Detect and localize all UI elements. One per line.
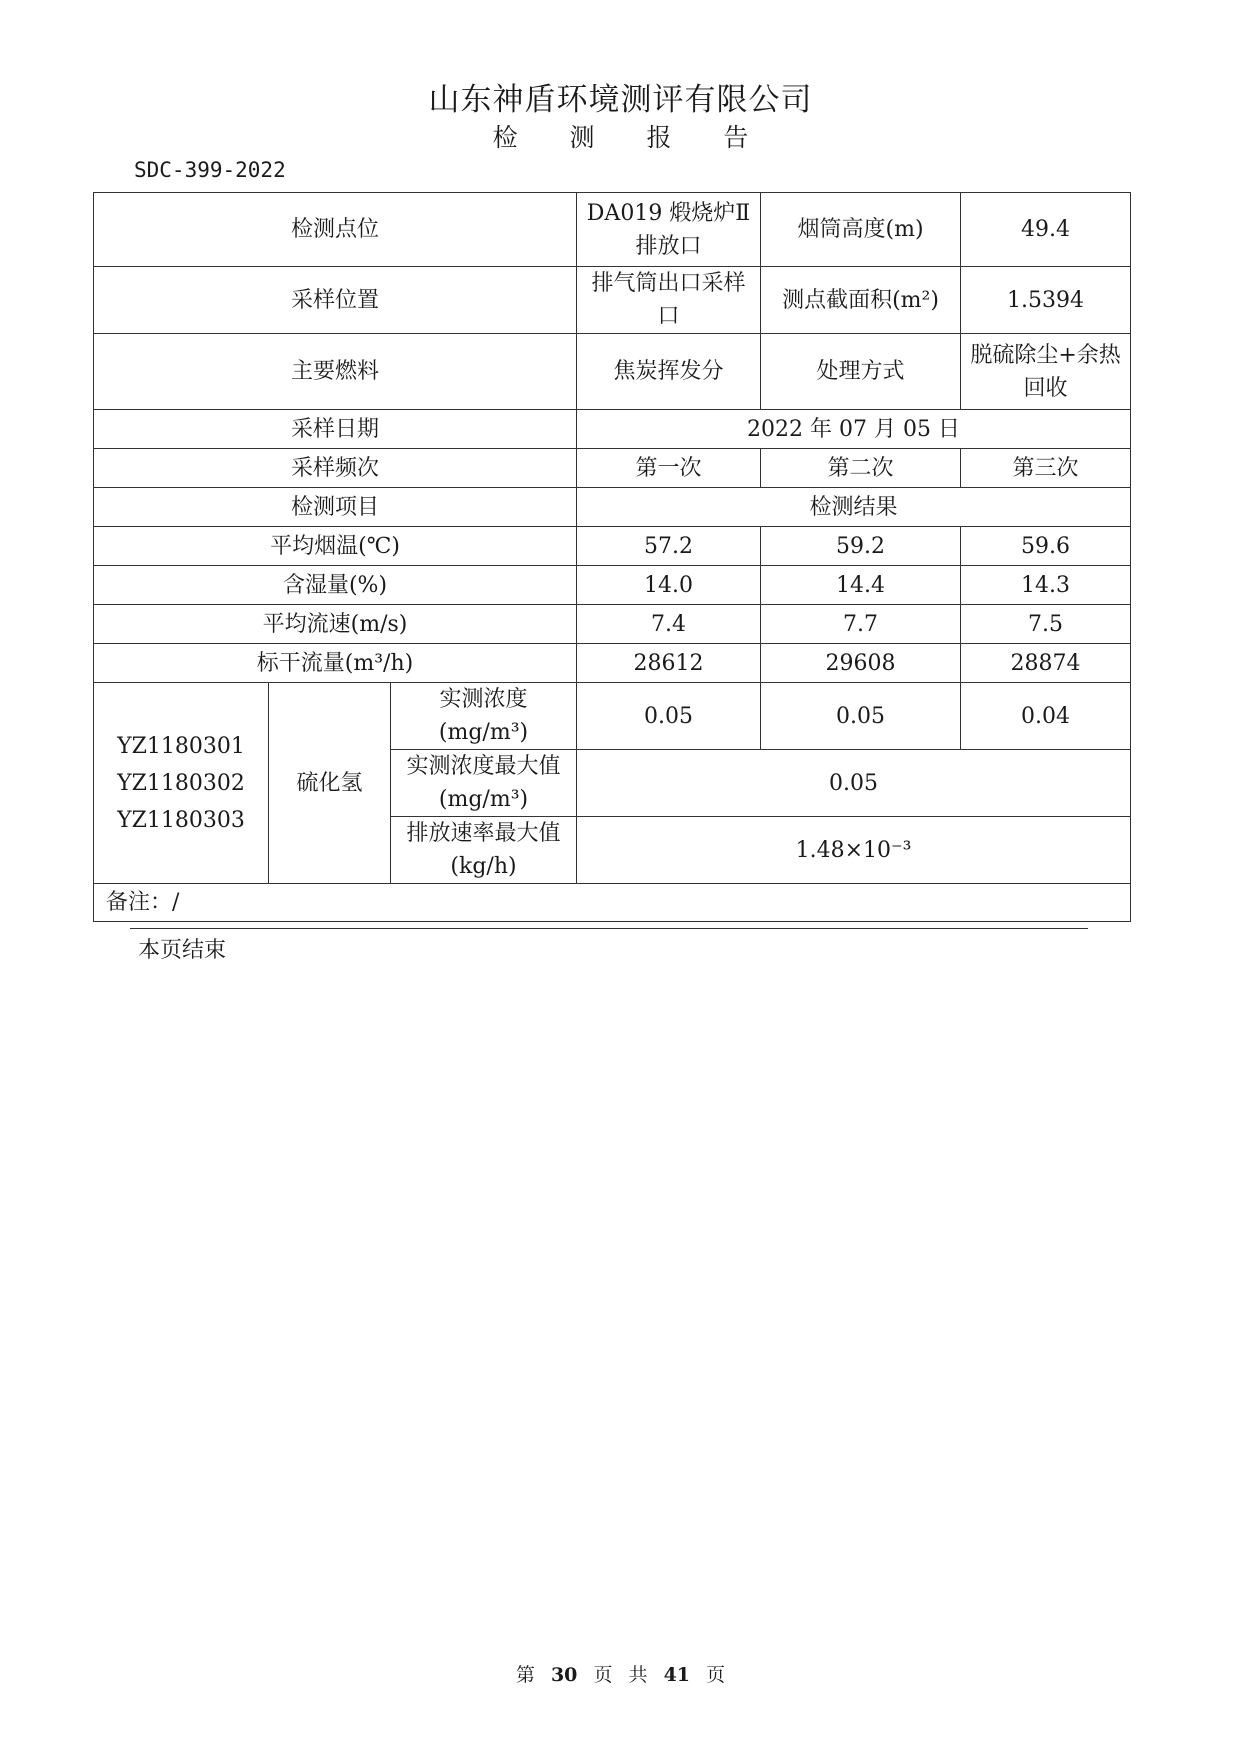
- table-row: [94, 884, 1131, 922]
- sample-id: YZ1180303: [117, 807, 245, 833]
- param-value: 14.0: [577, 566, 761, 605]
- conc-value: 0.04: [961, 683, 1131, 750]
- sample-id: YZ1180301: [117, 733, 245, 759]
- param-label: 平均烟温(℃): [94, 527, 577, 566]
- param-label: 平均流速(m/s): [94, 605, 577, 644]
- sample-ids-cell: [94, 683, 269, 884]
- report-title: 检 测 报 告: [492, 123, 771, 152]
- table-row: [94, 566, 1131, 605]
- param-value: 59.6: [961, 527, 1131, 566]
- param-value: 14.4: [761, 566, 961, 605]
- item-label: 检测项目: [94, 488, 577, 527]
- rate-max-label: 排放速率最大值(kg/h): [391, 817, 577, 884]
- fuel-value: 焦炭挥发分: [577, 334, 761, 410]
- area-value: 1.5394: [961, 267, 1131, 334]
- chimney-label: 烟筒高度(m): [761, 193, 961, 267]
- sample-pos-value: 排气筒出口采样口: [577, 267, 761, 334]
- footer-text: 页: [706, 1664, 726, 1686]
- sample-pos-label: 采样位置: [94, 267, 577, 334]
- conc-value: 0.05: [577, 683, 761, 750]
- point-value: DA019 煅烧炉Ⅱ排放口: [577, 193, 761, 267]
- freq-label: 采样频次: [94, 449, 577, 488]
- param-label: 标干流量(m³/h): [94, 644, 577, 683]
- freq-3: 第三次: [961, 449, 1131, 488]
- sample-id: YZ1180302: [117, 770, 245, 796]
- conc-value: 0.05: [761, 683, 961, 750]
- param-value: 28874: [961, 644, 1131, 683]
- param-value: 7.7: [761, 605, 961, 644]
- company-name: 山东神盾环境测评有限公司: [428, 82, 813, 118]
- divider: [130, 928, 1088, 929]
- param-value: 7.5: [961, 605, 1131, 644]
- table-row: [94, 644, 1131, 683]
- table-row: [94, 449, 1131, 488]
- table-row: [94, 683, 1131, 750]
- conc-max-value: 0.05: [577, 750, 1131, 817]
- point-label: 检测点位: [94, 193, 577, 267]
- param-value: 28612: [577, 644, 761, 683]
- current-page: 30: [550, 1664, 578, 1686]
- param-value: 14.3: [961, 566, 1131, 605]
- param-value: 57.2: [577, 527, 761, 566]
- result-label: 检测结果: [577, 488, 1131, 527]
- rate-max-value: 1.48×10⁻³: [577, 817, 1131, 884]
- freq-1: 第一次: [577, 449, 761, 488]
- footer-text: 第: [515, 1664, 535, 1686]
- footer-text: 页: [593, 1664, 613, 1686]
- table-row: [94, 488, 1131, 527]
- table-row: [94, 193, 1131, 267]
- table-row: [94, 605, 1131, 644]
- freq-2: 第二次: [761, 449, 961, 488]
- date-value: 2022 年 07 月 05 日: [577, 410, 1131, 449]
- chimney-value: 49.4: [961, 193, 1131, 267]
- conc-label: 实测浓度(mg/m³): [391, 683, 577, 750]
- document-number: SDC-399-2022: [134, 158, 286, 182]
- fuel-label: 主要燃料: [94, 334, 577, 410]
- param-value: 59.2: [761, 527, 961, 566]
- total-pages: 41: [663, 1664, 691, 1686]
- param-value: 7.4: [577, 605, 761, 644]
- treat-label: 处理方式: [761, 334, 961, 410]
- report-table: [93, 192, 1131, 922]
- treat-value: 脱硫除尘+余热回收: [961, 334, 1131, 410]
- page-footer: [0, 1660, 1241, 1687]
- table-row: [94, 410, 1131, 449]
- param-value: 29608: [761, 644, 961, 683]
- page-end-text: 本页结束: [138, 938, 227, 963]
- table-row: [94, 527, 1131, 566]
- note: 备注：/: [94, 884, 1131, 922]
- pollutant-name: 硫化氢: [269, 683, 391, 884]
- conc-max-label: 实测浓度最大值(mg/m³): [391, 750, 577, 817]
- param-label: 含湿量(%): [94, 566, 577, 605]
- area-label: 测点截面积(m²): [761, 267, 961, 334]
- date-label: 采样日期: [94, 410, 577, 449]
- table-row: [94, 267, 1131, 334]
- table-row: [94, 334, 1131, 410]
- footer-text: 共: [628, 1664, 648, 1686]
